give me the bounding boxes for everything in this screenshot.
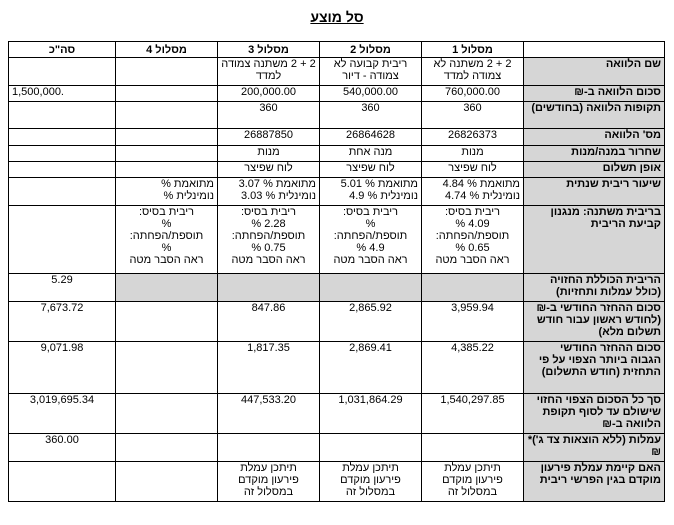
cell-track-1: 360 [422, 102, 524, 129]
column-header-track-3: מסלול 3 [218, 42, 320, 58]
cell-track-1: 760,000.00 [422, 86, 524, 102]
see-note: ראה הסבר מטה [435, 254, 510, 266]
row-label: סכום ההחזר החודשי ב-₪ (לחודש ראשון עבור חודש תשלום מלא) [524, 302, 665, 342]
table-row-prepayment-fee [9, 462, 665, 502]
column-header-track-4: מסלול 4 [116, 42, 218, 58]
margin-value: 4.9 % [356, 242, 385, 254]
cell-track-3 [218, 178, 320, 206]
adjusted-rate: מתואמת % [161, 178, 214, 190]
table-row-payment-method [9, 162, 665, 178]
cell-track-2 [320, 462, 422, 502]
base-rate-label: ריבית בסיס: [240, 206, 297, 218]
page-title: סל מוצע [310, 9, 364, 25]
cell-track-4 [116, 58, 218, 86]
cell-track-2 [320, 434, 422, 462]
cell-track-2 [320, 206, 422, 274]
cell-track-3: מנות [218, 146, 320, 162]
cell-track-3: 847.86 [218, 302, 320, 342]
row-label: אופן תשלום [524, 162, 665, 178]
cell-track-2: 360 [320, 102, 422, 129]
cell-track-1: מנות [422, 146, 524, 162]
row-label: עמלות (ללא הוצאות צד ג')* ₪ [524, 434, 665, 462]
prepay-line: במסלול זה [345, 486, 396, 498]
table-row-release [9, 146, 665, 162]
base-rate-value: 2.28 % [251, 218, 286, 230]
base-rate-value: % [365, 218, 376, 230]
cell-total [9, 178, 116, 206]
table-row-amount [9, 86, 665, 102]
cell-track-1: 26826373 [422, 129, 524, 146]
row-label: בריבית משתנה: מנגנון קביעת הריבית [524, 206, 665, 274]
table-row-loan-name [9, 58, 665, 86]
nominal-rate: נומינלית % 4.74 [445, 190, 520, 202]
row-label: שחרור במנה/מנות [524, 146, 665, 162]
cell-track-3: 26887850 [218, 129, 320, 146]
cell-track-1: לוח שפיצר [422, 162, 524, 178]
cell-total [9, 146, 116, 162]
nominal-rate: נומינלית % 3.03 [241, 190, 316, 202]
table-row-total-expected [9, 394, 665, 434]
cell-track-1 [422, 206, 524, 274]
column-header-track-1: מסלול 1 [422, 42, 524, 58]
cell-track-4 [116, 146, 218, 162]
cell-track-4 [116, 434, 218, 462]
cell-track-2: ריבית קבועה לא צמודה - דיור [320, 58, 422, 86]
prepay-line: תיתכן עמלת [444, 462, 501, 474]
cell-total: 1,500,000. [9, 86, 116, 102]
cell-track-3: 2 + 2 משתנה צמודה למדד [218, 58, 320, 86]
cell-track-4 [116, 274, 218, 302]
margin-label: תוספת/הפחתה: [333, 230, 408, 242]
loan-plan-table [8, 41, 665, 502]
cell-track-3 [218, 462, 320, 502]
row-label: סכום הלוואה ב-₪ [524, 86, 665, 102]
prepay-line: תיתכן עמלת [342, 462, 399, 474]
row-label: שיעור ריבית שנתית [524, 178, 665, 206]
margin-value: 0.75 % [251, 242, 286, 254]
cell-track-1 [422, 434, 524, 462]
cell-track-1 [422, 178, 524, 206]
cell-track-2: 2,869.41 [320, 342, 422, 394]
cell-track-3: 200,000.00 [218, 86, 320, 102]
base-rate-label: ריבית בסיס: [444, 206, 501, 218]
see-note: ראה הסבר מטה [129, 254, 204, 266]
table-row-variable-rate [9, 206, 665, 274]
adjusted-rate: מתואמת % 5.01 [340, 178, 418, 190]
table-row-max-monthly [9, 342, 665, 394]
row-label: הריבית הכוללת החזויה (כולל עמלות ותחזיות) [524, 274, 665, 302]
row-label: שם הלוואה [524, 58, 665, 86]
cell-total [9, 58, 116, 86]
cell-track-3 [218, 434, 320, 462]
see-note: ראה הסבר מטה [231, 254, 306, 266]
nominal-rate: נומינלית % [163, 190, 214, 202]
table-row-fees [9, 434, 665, 462]
base-rate-label: ריבית בסיס: [138, 206, 195, 218]
cell-track-4 [116, 86, 218, 102]
header-row [9, 42, 665, 58]
cell-track-4 [116, 206, 218, 274]
margin-label: תוספת/הפחתה: [129, 230, 204, 242]
prepay-line: פירעון מוקדם [340, 474, 401, 486]
cell-track-1: 3,959.94 [422, 302, 524, 342]
cell-total: 3,019,695.34 [9, 394, 116, 434]
prepay-line: פירעון מוקדם [238, 474, 299, 486]
cell-track-1 [422, 462, 524, 502]
cell-track-4 [116, 178, 218, 206]
cell-track-4 [116, 129, 218, 146]
margin-value: 0.65 % [455, 242, 490, 254]
cell-track-2 [320, 178, 422, 206]
cell-track-4 [116, 102, 218, 129]
prepay-line: תיתכן עמלת [240, 462, 297, 474]
cell-track-4 [116, 394, 218, 434]
table-row-first-monthly [9, 302, 665, 342]
nominal-rate: נומינלית % 4.9 [349, 190, 418, 202]
see-note: ראה הסבר מטה [333, 254, 408, 266]
cell-track-1: 1,540,297.85 [422, 394, 524, 434]
column-header-track-2: מסלול 2 [320, 42, 422, 58]
cell-total: 5.29 [9, 274, 116, 302]
cell-track-4 [116, 342, 218, 394]
cell-track-2: לוח שפיצר [320, 162, 422, 178]
cell-track-3: 1,817.35 [218, 342, 320, 394]
column-header-total: סה"כ [9, 42, 116, 58]
cell-track-1: 2 + 2 משתנה לא צמודה למדד [422, 58, 524, 86]
cell-track-3 [218, 274, 320, 302]
cell-total: 9,071.98 [9, 342, 116, 394]
cell-track-3: 447,533.20 [218, 394, 320, 434]
cell-total: 7,673.72 [9, 302, 116, 342]
adjusted-rate: מתואמת % 4.84 [442, 178, 520, 190]
cell-track-2: מנה אחת [320, 146, 422, 162]
margin-label: תוספת/הפחתה: [435, 230, 510, 242]
row-label: מס' הלוואה [524, 129, 665, 146]
cell-track-2: 26864628 [320, 129, 422, 146]
prepay-line: פירעון מוקדם [442, 474, 503, 486]
base-rate-label: ריבית בסיס: [342, 206, 399, 218]
table-row-period [9, 102, 665, 129]
cell-track-2: 1,031,864.29 [320, 394, 422, 434]
margin-label: תוספת/הפחתה: [231, 230, 306, 242]
prepay-line: במסלול זה [447, 486, 498, 498]
cell-track-2: 540,000.00 [320, 86, 422, 102]
cell-track-2: 2,865.92 [320, 302, 422, 342]
cell-total [9, 162, 116, 178]
cell-total [9, 102, 116, 129]
margin-value: % [161, 242, 172, 254]
base-rate-value: 4.09 % [455, 218, 490, 230]
cell-track-1 [422, 274, 524, 302]
cell-track-4 [116, 462, 218, 502]
cell-track-3: 360 [218, 102, 320, 129]
row-label: האם קיימת עמלת פירעון מוקדם בגין הפרשי ריבית [524, 462, 665, 502]
cell-total: 360.00 [9, 434, 116, 462]
table-row-total-rate [9, 274, 665, 302]
cell-track-3: לוח שפיצר [218, 162, 320, 178]
cell-track-1: 4,385.22 [422, 342, 524, 394]
adjusted-rate: מתואמת % 3.07 [238, 178, 316, 190]
prepay-line: במסלול זה [243, 486, 294, 498]
table-row-loan-number [9, 129, 665, 146]
cell-total [9, 206, 116, 274]
corner-cell [524, 42, 665, 58]
cell-track-4 [116, 302, 218, 342]
table-row-annual-rate [9, 178, 665, 206]
base-rate-value: % [161, 218, 172, 230]
row-label: סכום ההחזר החודשי הגבוה ביותר הצפוי על פי התחזית (חודש התשלום) [524, 342, 665, 394]
cell-track-3 [218, 206, 320, 274]
cell-track-2 [320, 274, 422, 302]
row-label: תקופות הלוואה (בחודשים) [524, 102, 665, 129]
row-label: סך כל הסכום הצפוי החזוי שישולם עד לסוף תקופת הלוואה ב-₪ [524, 394, 665, 434]
cell-total [9, 462, 116, 502]
cell-track-4 [116, 162, 218, 178]
cell-total [9, 129, 116, 146]
